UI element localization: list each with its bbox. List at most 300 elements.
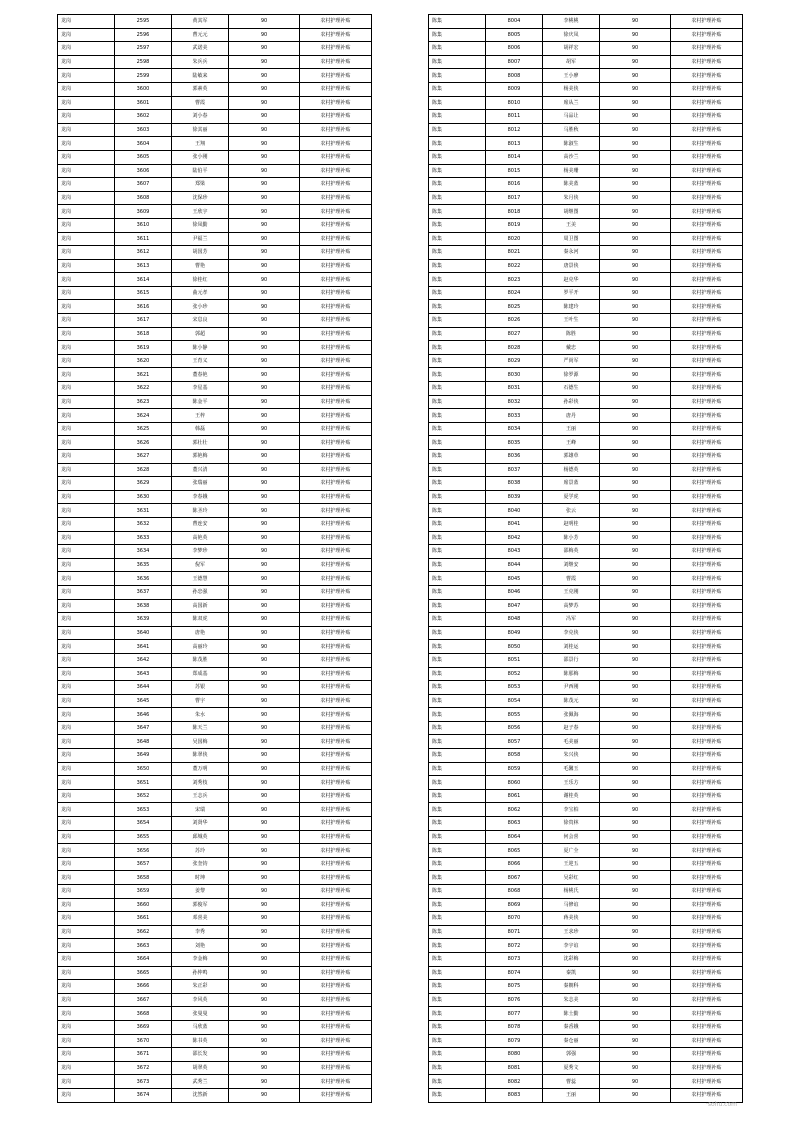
region-cell: 龙岗: [58, 640, 115, 654]
subsidy-type-cell: 农村护理补贴: [300, 28, 372, 42]
subsidy-type-cell: 农村护理补贴: [671, 925, 743, 939]
name-cell: 杨德英: [543, 463, 600, 477]
id-cell: 3615: [115, 286, 172, 300]
table-row: [58, 626, 372, 640]
region-cell: 陈集: [429, 341, 486, 355]
table-row: [58, 15, 372, 29]
name-cell: 韩磊: [172, 422, 229, 436]
subsidy-type-cell: 农村护理补贴: [671, 694, 743, 708]
region-cell: 龙岗: [58, 164, 115, 178]
subsidy-type-cell: 农村护理补贴: [300, 762, 372, 776]
id-cell: 8027: [486, 327, 543, 341]
id-cell: 3653: [115, 803, 172, 817]
id-cell: 8019: [486, 218, 543, 232]
subsidy-type-cell: 农村护理补贴: [300, 789, 372, 803]
region-cell: 龙岗: [58, 28, 115, 42]
table-row: [58, 912, 372, 926]
region-cell: 龙岗: [58, 382, 115, 396]
region-cell: 陈集: [429, 898, 486, 912]
id-cell: 8026: [486, 314, 543, 328]
amount-cell: 90: [229, 69, 300, 83]
region-cell: 龙岗: [58, 477, 115, 491]
name-cell: 高国新: [172, 599, 229, 613]
table-row: [58, 885, 372, 899]
table-row: [429, 653, 743, 667]
name-cell: 曹霞: [543, 572, 600, 586]
subsidy-type-cell: 农村护理补贴: [671, 368, 743, 382]
amount-cell: 90: [229, 952, 300, 966]
table-row: [58, 137, 372, 151]
amount-cell: 90: [600, 137, 671, 151]
id-cell: 3671: [115, 1048, 172, 1062]
region-cell: 陈集: [429, 857, 486, 871]
region-cell: 陈集: [429, 368, 486, 382]
name-cell: 谢桂英: [543, 789, 600, 803]
subsidy-type-cell: 农村护理补贴: [671, 681, 743, 695]
id-cell: 3622: [115, 382, 172, 396]
id-cell: 3649: [115, 749, 172, 763]
name-cell: 王丽: [543, 422, 600, 436]
amount-cell: 90: [600, 450, 671, 464]
region-cell: 龙岗: [58, 504, 115, 518]
subsidy-type-cell: 农村护理补贴: [671, 382, 743, 396]
id-cell: 3625: [115, 422, 172, 436]
name-cell: 唐景侠: [543, 259, 600, 273]
table-row: [429, 925, 743, 939]
table-row: [429, 477, 743, 491]
table-row: [58, 708, 372, 722]
id-cell: 8008: [486, 69, 543, 83]
table-row: [429, 1007, 743, 1021]
subsidy-type-cell: 农村护理补贴: [671, 626, 743, 640]
name-cell: 徐庆凤: [543, 28, 600, 42]
region-cell: 陈集: [429, 993, 486, 1007]
region-cell: 陈集: [429, 585, 486, 599]
name-cell: 刘小春: [172, 110, 229, 124]
id-cell: 3624: [115, 409, 172, 423]
name-cell: 王求珍: [543, 925, 600, 939]
amount-cell: 90: [229, 1088, 300, 1102]
table-row: [429, 721, 743, 735]
amount-cell: 90: [600, 1007, 671, 1021]
table-row: [429, 898, 743, 912]
name-cell: 王翔: [172, 137, 229, 151]
region-cell: 陈集: [429, 694, 486, 708]
name-cell: 吴彩红: [543, 871, 600, 885]
id-cell: 3623: [115, 395, 172, 409]
subsidy-type-cell: 农村护理补贴: [300, 69, 372, 83]
region-cell: 陈集: [429, 504, 486, 518]
table-row: [58, 232, 372, 246]
id-cell: 2599: [115, 69, 172, 83]
subsidy-type-cell: 农村护理补贴: [671, 871, 743, 885]
table-row: [429, 1075, 743, 1089]
name-cell: 徐凤勤: [172, 218, 229, 232]
subsidy-type-cell: 农村护理补贴: [671, 123, 743, 137]
amount-cell: 90: [600, 993, 671, 1007]
table-row: [58, 681, 372, 695]
amount-cell: 90: [600, 517, 671, 531]
table-row: [58, 286, 372, 300]
region-cell: 龙岗: [58, 205, 115, 219]
amount-cell: 90: [229, 558, 300, 572]
table-row: [58, 545, 372, 559]
subsidy-type-cell: 农村护理补贴: [300, 749, 372, 763]
amount-cell: 90: [600, 681, 671, 695]
name-cell: 董兴清: [172, 463, 229, 477]
table-row: [429, 993, 743, 1007]
amount-cell: 90: [600, 436, 671, 450]
subsidy-type-cell: 农村护理补贴: [671, 558, 743, 572]
name-cell: 郑梁: [172, 178, 229, 192]
amount-cell: 90: [229, 626, 300, 640]
name-cell: 毛馨玉: [543, 762, 600, 776]
name-cell: 马欣蓝: [172, 1020, 229, 1034]
id-cell: 3667: [115, 993, 172, 1007]
table-row: [429, 42, 743, 56]
id-cell: 3620: [115, 354, 172, 368]
table-row: [429, 395, 743, 409]
region-cell: 陈集: [429, 218, 486, 232]
table-row: [58, 871, 372, 885]
amount-cell: 90: [229, 1034, 300, 1048]
region-cell: 陈集: [429, 952, 486, 966]
id-cell: 3651: [115, 776, 172, 790]
region-cell: 陈集: [429, 55, 486, 69]
table-row: [58, 694, 372, 708]
subsidy-type-cell: 农村护理补贴: [671, 708, 743, 722]
table-row: [58, 368, 372, 382]
subsidy-type-cell: 农村护理补贴: [671, 517, 743, 531]
id-cell: 8011: [486, 110, 543, 124]
region-cell: 陈集: [429, 939, 486, 953]
table-row: [429, 817, 743, 831]
name-cell: 沈然新: [172, 1088, 229, 1102]
name-cell: 王峰: [543, 436, 600, 450]
id-cell: 2598: [115, 55, 172, 69]
id-cell: 8082: [486, 1075, 543, 1089]
amount-cell: 90: [229, 857, 300, 871]
region-cell: 龙岗: [58, 871, 115, 885]
subsidy-table-right: [428, 14, 743, 1103]
region-cell: 龙岗: [58, 708, 115, 722]
id-cell: 3674: [115, 1088, 172, 1102]
region-cell: 龙岗: [58, 123, 115, 137]
subsidy-type-cell: 农村护理补贴: [300, 246, 372, 260]
subsidy-type-cell: 农村护理补贴: [300, 327, 372, 341]
amount-cell: 90: [229, 966, 300, 980]
name-cell: 张小刚: [172, 150, 229, 164]
amount-cell: 90: [229, 450, 300, 464]
id-cell: 8050: [486, 640, 543, 654]
table-row: [58, 1034, 372, 1048]
table-row: [58, 1061, 372, 1075]
subsidy-type-cell: 农村护理补贴: [671, 939, 743, 953]
name-cell: 邵景行: [543, 653, 600, 667]
name-cell: 戴忠: [543, 341, 600, 355]
amount-cell: 90: [600, 463, 671, 477]
name-cell: 郭壮壮: [172, 436, 229, 450]
region-cell: 陈集: [429, 1048, 486, 1062]
amount-cell: 90: [229, 123, 300, 137]
id-cell: 8024: [486, 286, 543, 300]
subsidy-type-cell: 农村护理补贴: [671, 735, 743, 749]
amount-cell: 90: [600, 1075, 671, 1089]
subsidy-type-cell: 农村护理补贴: [671, 178, 743, 192]
amount-cell: 90: [600, 1020, 671, 1034]
amount-cell: 90: [600, 55, 671, 69]
amount-cell: 90: [229, 368, 300, 382]
id-cell: 3613: [115, 259, 172, 273]
subsidy-type-cell: 农村护理补贴: [671, 721, 743, 735]
region-cell: 龙岗: [58, 558, 115, 572]
amount-cell: 90: [600, 422, 671, 436]
id-cell: 3636: [115, 572, 172, 586]
subsidy-type-cell: 农村护理补贴: [300, 178, 372, 192]
table-row: [58, 55, 372, 69]
id-cell: 3657: [115, 857, 172, 871]
region-cell: 龙岗: [58, 817, 115, 831]
table-row: [58, 857, 372, 871]
subsidy-type-cell: 农村护理补贴: [671, 110, 743, 124]
subsidy-type-cell: 农村护理补贴: [300, 1020, 372, 1034]
region-cell: 陈集: [429, 286, 486, 300]
name-cell: 宋瑞: [172, 803, 229, 817]
region-cell: 陈集: [429, 246, 486, 260]
table-row: [58, 980, 372, 994]
subsidy-type-cell: 农村护理补贴: [300, 1034, 372, 1048]
amount-cell: 90: [600, 205, 671, 219]
region-cell: 陈集: [429, 640, 486, 654]
region-cell: 陈集: [429, 150, 486, 164]
id-cell: 2596: [115, 28, 172, 42]
amount-cell: 90: [600, 871, 671, 885]
table-row: [429, 259, 743, 273]
name-cell: 张小珍: [172, 300, 229, 314]
amount-cell: 90: [600, 789, 671, 803]
amount-cell: 90: [600, 898, 671, 912]
amount-cell: 90: [600, 762, 671, 776]
table-row: [58, 1048, 372, 1062]
table-row: [429, 273, 743, 287]
name-cell: 徐罗源: [543, 368, 600, 382]
id-cell: 8041: [486, 517, 543, 531]
name-cell: 李金梅: [172, 952, 229, 966]
name-cell: 胡继图: [543, 205, 600, 219]
amount-cell: 90: [229, 898, 300, 912]
table-row: [58, 341, 372, 355]
region-cell: 陈集: [429, 178, 486, 192]
id-cell: 3619: [115, 341, 172, 355]
table-row: [58, 640, 372, 654]
region-cell: 龙岗: [58, 857, 115, 871]
region-cell: 陈集: [429, 966, 486, 980]
id-cell: 8004: [486, 15, 543, 29]
id-cell: 3648: [115, 735, 172, 749]
id-cell: 8006: [486, 42, 543, 56]
table-row: [429, 96, 743, 110]
name-cell: 郭雄草: [543, 450, 600, 464]
table-row: [429, 504, 743, 518]
id-cell: 8013: [486, 137, 543, 151]
table-row: [429, 545, 743, 559]
name-cell: 李宇谊: [543, 939, 600, 953]
subsidy-type-cell: 农村护理补贴: [671, 327, 743, 341]
name-cell: 郭超: [172, 327, 229, 341]
id-cell: 3647: [115, 721, 172, 735]
subsidy-type-cell: 农村护理补贴: [300, 721, 372, 735]
name-cell: 刘艳: [172, 939, 229, 953]
table-row: [429, 776, 743, 790]
amount-cell: 90: [229, 409, 300, 423]
subsidy-type-cell: 农村护理补贴: [671, 1020, 743, 1034]
table-row: [429, 436, 743, 450]
amount-cell: 90: [229, 15, 300, 29]
subsidy-type-cell: 农村护理补贴: [671, 993, 743, 1007]
table-row: [429, 382, 743, 396]
region-cell: 龙岗: [58, 55, 115, 69]
name-cell: 唐艳: [172, 626, 229, 640]
amount-cell: 90: [229, 422, 300, 436]
table-row: [58, 314, 372, 328]
subsidy-type-cell: 农村护理补贴: [671, 218, 743, 232]
name-cell: 杨美珊: [543, 164, 600, 178]
name-cell: 秦仓丽: [543, 1034, 600, 1048]
table-row: [58, 844, 372, 858]
region-cell: 陈集: [429, 259, 486, 273]
amount-cell: 90: [600, 857, 671, 871]
amount-cell: 90: [600, 749, 671, 763]
name-cell: 夏学虎: [543, 490, 600, 504]
subsidy-type-cell: 农村护理补贴: [300, 1075, 372, 1089]
region-cell: 陈集: [429, 817, 486, 831]
name-cell: 赵子春: [543, 721, 600, 735]
region-cell: 陈集: [429, 545, 486, 559]
name-cell: 李风英: [172, 993, 229, 1007]
region-cell: 龙岗: [58, 327, 115, 341]
region-cell: 龙岗: [58, 178, 115, 192]
amount-cell: 90: [229, 694, 300, 708]
id-cell: 3605: [115, 150, 172, 164]
subsidy-type-cell: 农村护理补贴: [300, 15, 372, 29]
table-row: [429, 246, 743, 260]
amount-cell: 90: [229, 830, 300, 844]
name-cell: 张奎钧: [172, 857, 229, 871]
table-row: [58, 409, 372, 423]
name-cell: 夏广全: [543, 844, 600, 858]
region-cell: 陈集: [429, 137, 486, 151]
amount-cell: 90: [229, 708, 300, 722]
subsidy-type-cell: 农村护理补贴: [300, 96, 372, 110]
id-cell: 8044: [486, 558, 543, 572]
region-cell: 龙岗: [58, 314, 115, 328]
amount-cell: 90: [229, 1007, 300, 1021]
id-cell: 3618: [115, 327, 172, 341]
id-cell: 3663: [115, 939, 172, 953]
region-cell: 陈集: [429, 803, 486, 817]
name-cell: 陈小芳: [543, 531, 600, 545]
name-cell: 张曼曼: [172, 1007, 229, 1021]
amount-cell: 90: [229, 939, 300, 953]
region-cell: 陈集: [429, 708, 486, 722]
table-row: [58, 205, 372, 219]
subsidy-type-cell: 农村护理补贴: [671, 1061, 743, 1075]
id-cell: 8016: [486, 178, 543, 192]
name-cell: 高梦苏: [543, 599, 600, 613]
id-cell: 8009: [486, 82, 543, 96]
table-row: [58, 939, 372, 953]
id-cell: 3633: [115, 531, 172, 545]
id-cell: 3631: [115, 504, 172, 518]
table-row: [58, 558, 372, 572]
region-cell: 陈集: [429, 885, 486, 899]
subsidy-type-cell: 农村护理补贴: [671, 857, 743, 871]
id-cell: 8017: [486, 191, 543, 205]
id-cell: 3661: [115, 912, 172, 926]
region-cell: 陈集: [429, 409, 486, 423]
amount-cell: 90: [229, 341, 300, 355]
table-row: [429, 450, 743, 464]
amount-cell: 90: [600, 178, 671, 192]
id-cell: 3644: [115, 681, 172, 695]
subsidy-type-cell: 农村护理补贴: [671, 776, 743, 790]
id-cell: 3666: [115, 980, 172, 994]
table-row: [429, 218, 743, 232]
table-row: [58, 572, 372, 586]
subsidy-type-cell: 农村护理补贴: [300, 844, 372, 858]
subsidy-type-cell: 农村护理补贴: [300, 640, 372, 654]
amount-cell: 90: [229, 545, 300, 559]
table-row: [429, 286, 743, 300]
name-cell: 刘桂运: [543, 640, 600, 654]
subsidy-type-cell: 农村护理补贴: [300, 504, 372, 518]
amount-cell: 90: [229, 517, 300, 531]
table-row: [429, 191, 743, 205]
id-cell: 8068: [486, 885, 543, 899]
id-cell: 8074: [486, 966, 543, 980]
region-cell: 龙岗: [58, 1048, 115, 1062]
name-cell: 石德生: [543, 382, 600, 396]
subsidy-type-cell: 农村护理补贴: [671, 749, 743, 763]
name-cell: 曹艳: [172, 259, 229, 273]
region-cell: 陈集: [429, 667, 486, 681]
subsidy-type-cell: 农村护理补贴: [300, 667, 372, 681]
id-cell: 8029: [486, 354, 543, 368]
name-cell: 朱月侠: [543, 191, 600, 205]
name-cell: 孙仲鸣: [172, 966, 229, 980]
name-cell: 陈圣玲: [172, 504, 229, 518]
id-cell: 3609: [115, 205, 172, 219]
id-cell: 8060: [486, 776, 543, 790]
name-cell: 秦永河: [543, 246, 600, 260]
region-cell: 陈集: [429, 572, 486, 586]
amount-cell: 90: [600, 477, 671, 491]
subsidy-type-cell: 农村护理补贴: [300, 273, 372, 287]
id-cell: 3606: [115, 164, 172, 178]
table-row: [429, 314, 743, 328]
region-cell: 陈集: [429, 123, 486, 137]
id-cell: 8042: [486, 531, 543, 545]
table-row: [58, 422, 372, 436]
region-cell: 陈集: [429, 314, 486, 328]
amount-cell: 90: [600, 735, 671, 749]
name-cell: 郭艳梅: [172, 450, 229, 464]
subsidy-type-cell: 农村护理补贴: [300, 925, 372, 939]
subsidy-type-cell: 农村护理补贴: [300, 531, 372, 545]
subsidy-type-cell: 农村护理补贴: [671, 1075, 743, 1089]
amount-cell: 90: [600, 925, 671, 939]
region-cell: 龙岗: [58, 450, 115, 464]
